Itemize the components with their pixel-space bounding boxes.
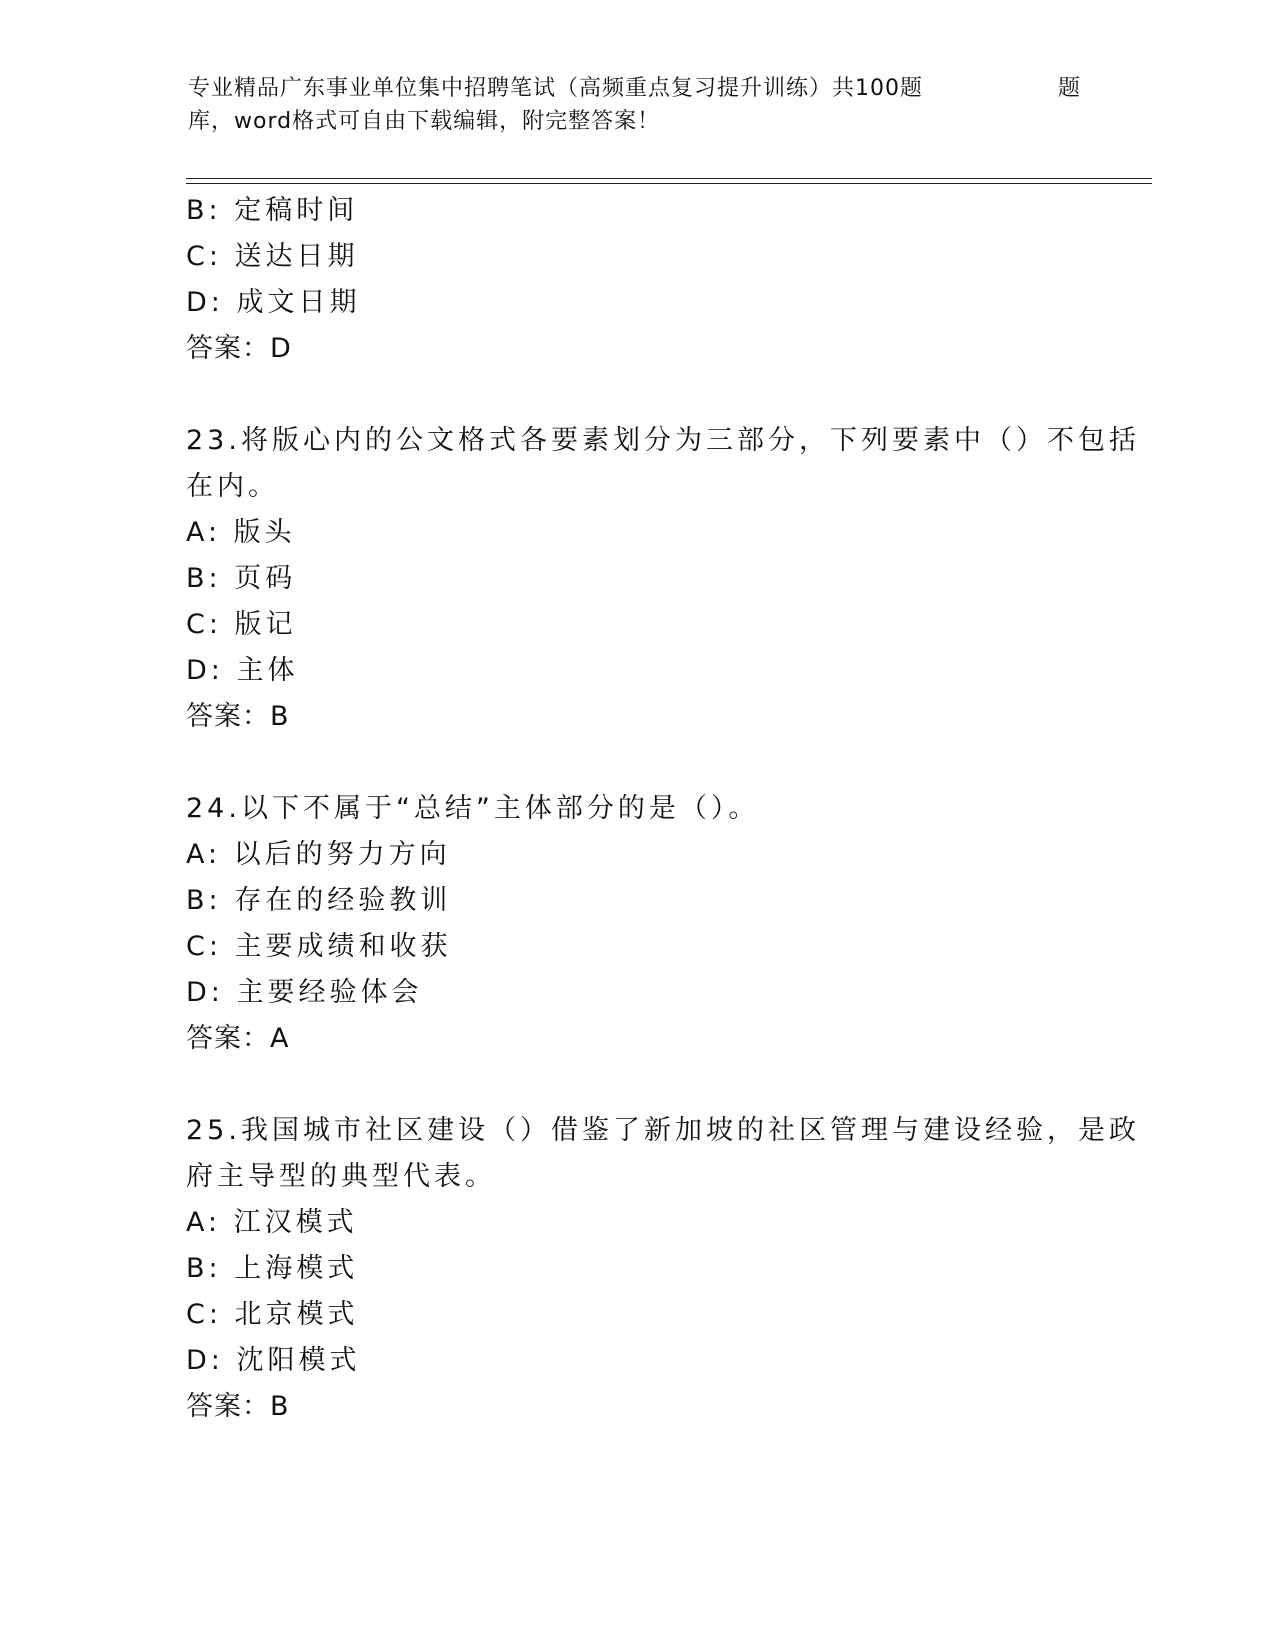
header-line-1-trail: 题 [1058, 76, 1082, 101]
question-text-line: 25.我国城市社区建设（）借鉴了新加坡的社区管理与建设经验，是政 [186, 1115, 1140, 1146]
question-25 [186, 1108, 1140, 1430]
option-a: A: 版头 [186, 517, 296, 548]
header-line-2: 库，word格式可自由下载编辑，附完整答案！ [188, 109, 661, 134]
option-b: B: 存在的经验教训 [186, 885, 452, 916]
spacer [186, 1062, 1086, 1108]
option-d: D: 主体 [186, 655, 299, 686]
option-c: C: 版记 [186, 609, 297, 640]
document-body [186, 188, 1140, 1430]
option-b: B: 上海模式 [186, 1253, 359, 1284]
question-text [186, 418, 1140, 510]
header-rule-top [186, 178, 1152, 179]
option-d: D: 成文日期 [186, 287, 361, 318]
question-text-line: 24.以下不属于“总结”主体部分的是（）。 [186, 793, 760, 824]
question-text [186, 1108, 1140, 1200]
question-24 [186, 786, 1086, 1062]
header-line-1-text: 专业精品广东事业单位集中招聘笔试（高频重点复习提升训练）共100题 [188, 76, 923, 101]
option-c: C: 送达日期 [186, 241, 359, 272]
prev-question [186, 188, 1086, 372]
option-b: B: 定稿时间 [186, 195, 359, 226]
question-text-line: 23.将版心内的公文格式各要素划分为三部分，下列要素中（）不包括 [186, 425, 1140, 456]
question-text [186, 786, 1086, 832]
spacer [186, 740, 1086, 786]
question-23 [186, 418, 1140, 740]
header-line-1 [188, 72, 1088, 105]
question-text-line: 府主导型的典型代表。 [186, 1161, 496, 1192]
header-rule-bottom [186, 183, 1152, 184]
option-c: C: 主要成绩和收获 [186, 931, 452, 962]
option-d: D: 沈阳模式 [186, 1345, 361, 1376]
answer: 答案：D [186, 333, 292, 364]
option-d: D: 主要经验体会 [186, 977, 423, 1008]
question-text-line: 在内。 [186, 471, 279, 502]
page-header [188, 72, 1088, 138]
option-a: A: 以后的努力方向 [186, 839, 451, 870]
spacer [186, 372, 1086, 418]
option-b: B: 页码 [186, 563, 297, 594]
option-c: C: 北京模式 [186, 1299, 359, 1330]
option-a: A: 江汉模式 [186, 1207, 358, 1238]
answer: 答案：B [186, 1391, 290, 1422]
answer: 答案：A [186, 1023, 290, 1054]
answer: 答案：B [186, 701, 290, 732]
